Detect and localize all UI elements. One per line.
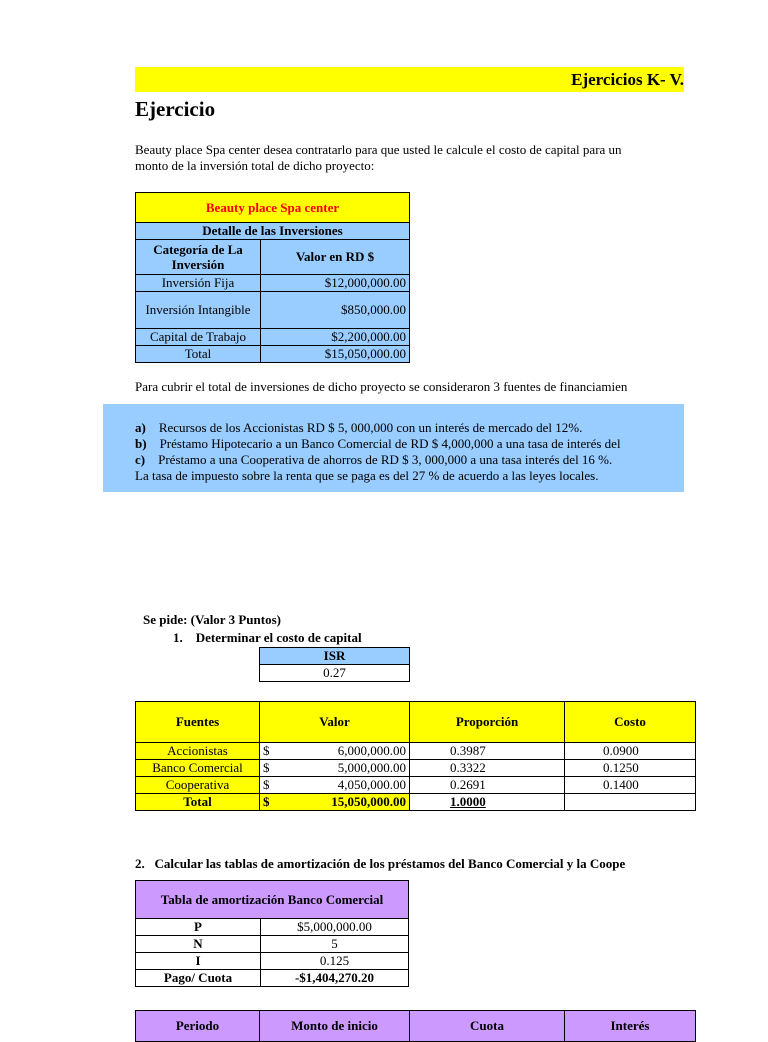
source-currency-cooperativa: $	[260, 777, 276, 794]
inv-row-trabajo-value: $2,200,000.00	[261, 329, 410, 346]
ask-label: Se pide	[143, 612, 184, 627]
sources-header-costo: Costo	[565, 702, 696, 743]
page-title: Ejercicio	[135, 97, 216, 121]
amort-n-label: N	[136, 936, 261, 953]
financing-item-a-letter: a)	[135, 420, 146, 435]
source-total-cost	[565, 794, 696, 811]
inv-row-fija-label: Inversión Fija	[136, 275, 261, 292]
amort-p-value: $5,000,000.00	[261, 919, 409, 936]
financing-list	[135, 420, 684, 484]
sources-table	[135, 701, 696, 811]
source-cost-banco: 0.1250	[565, 760, 696, 777]
source-prop-banco: 0.3322	[410, 760, 565, 777]
financing-item-b	[135, 436, 684, 452]
ask-item-1-text: Determinar el costo de capital	[195, 630, 362, 645]
investments-subtitle: Detalle de las Inversiones	[136, 223, 410, 240]
inv-row-fija-value: $12,000,000.00	[261, 275, 410, 292]
schedule-header-cuota: Cuota	[410, 1011, 565, 1042]
amort-p-label: P	[136, 919, 261, 936]
sources-header-valor: Valor	[260, 702, 410, 743]
amort-payment-value: -$1,404,270.20	[261, 970, 409, 987]
schedule-header-interes: Interés	[565, 1011, 696, 1042]
inv-row-total-value: $15,050,000.00	[261, 346, 410, 363]
ask-item-1	[173, 630, 362, 646]
tax-note: La tasa de impuesto sobre la renta que se paga es del 27 % de acuerdo a las leyes locales.	[135, 468, 599, 483]
sources-table-clip	[135, 701, 684, 821]
source-currency-banco: $	[260, 760, 276, 777]
question-2-text: Calcular las tablas de amortización de los préstamos del Banco Comercial y la Coope	[154, 856, 626, 871]
source-total-prop: 1.0000	[410, 794, 565, 811]
source-name-banco: Banco Comercial	[136, 760, 260, 777]
financing-item-c-text: Préstamo a una Cooperativa de ahorros de RD $ 3, 000,000 a una tasa interés del 16 %.	[158, 452, 613, 467]
inv-row-trabajo-label: Capital de Trabajo	[136, 329, 261, 346]
financing-intro: Para cubrir el total de inversiones de dicho proyecto se consideraron 3 fuentes de financiamien	[135, 379, 628, 394]
source-total-currency: $	[260, 794, 276, 811]
source-cost-cooperativa: 0.1400	[565, 777, 696, 794]
amort-i-label: I	[136, 953, 261, 970]
financing-item-a	[135, 420, 684, 436]
schedule-header-periodo: Periodo	[136, 1011, 260, 1042]
financing-item-c-letter: c)	[135, 452, 146, 467]
ask-heading	[143, 612, 281, 628]
financing-item-a-text: Recursos de los Accionistas RD $ 5, 000,000 con un interés de mercado del 12%.	[158, 420, 583, 435]
intro-line-1: Beauty place Spa center desea contratarlo para que usted le calcule el costo de capital para un	[135, 142, 622, 157]
intro-line-2: monto de la inversión total de dicho proyecto:	[135, 158, 375, 173]
header-banner-clip	[135, 67, 684, 92]
financing-item-b-letter: b)	[135, 436, 147, 451]
ask-item-1-num: 1.	[173, 630, 183, 645]
source-prop-accionistas: 0.3987	[410, 743, 565, 760]
category-header: Categoría de La Inversión	[136, 240, 261, 275]
schedule-table-clip	[135, 1010, 684, 1033]
question-2-num: 2.	[135, 856, 145, 871]
schedule-header-monto: Monto de inicio	[260, 1011, 410, 1042]
source-value-accionistas: 6,000,000.00	[276, 743, 410, 760]
sources-header-fuentes: Fuentes	[136, 702, 260, 743]
inv-row-total-label: Total	[136, 346, 261, 363]
isr-value: 0.27	[260, 665, 410, 682]
source-prop-cooperativa: 0.2691	[410, 777, 565, 794]
source-total-label: Total	[136, 794, 260, 811]
source-name-accionistas: Accionistas	[136, 743, 260, 760]
source-cost-accionistas: 0.0900	[565, 743, 696, 760]
amortization-params-table	[135, 880, 409, 987]
source-value-cooperativa: 4,050,000.00	[276, 777, 410, 794]
header-banner-text: Ejercicios K- V.	[571, 70, 684, 89]
isr-label: ISR	[260, 648, 410, 665]
value-header: Valor en RD $	[261, 240, 410, 275]
source-value-banco: 5,000,000.00	[276, 760, 410, 777]
financing-item-b-text: Préstamo Hipotecario a un Banco Comercial de RD $ 4,000,000 a una tasa de interés del	[159, 436, 621, 451]
company-name-cell: Beauty place Spa center	[136, 193, 410, 223]
amort-n-value: 5	[261, 936, 409, 953]
source-name-cooperativa: Cooperativa	[136, 777, 260, 794]
financing-item-c	[135, 452, 684, 468]
isr-table	[259, 647, 410, 682]
amort-payment-label: Pago/ Cuota	[136, 970, 261, 987]
schedule-table	[135, 1010, 696, 1042]
sources-header-proporcion: Proporción	[410, 702, 565, 743]
inv-row-intangible-value: $850,000.00	[261, 292, 410, 329]
inv-row-intangible-label: Inversión Intangible	[136, 292, 261, 329]
ask-points: : (Valor 3 Puntos)	[183, 612, 281, 627]
investments-table	[135, 192, 410, 363]
amort-i-value: 0.125	[261, 953, 409, 970]
question-2	[135, 856, 684, 872]
amortization-title: Tabla de amortización Banco Comercial	[136, 881, 409, 919]
source-total-value: 15,050,000.00	[276, 794, 410, 811]
source-currency-accionistas: $	[260, 743, 276, 760]
